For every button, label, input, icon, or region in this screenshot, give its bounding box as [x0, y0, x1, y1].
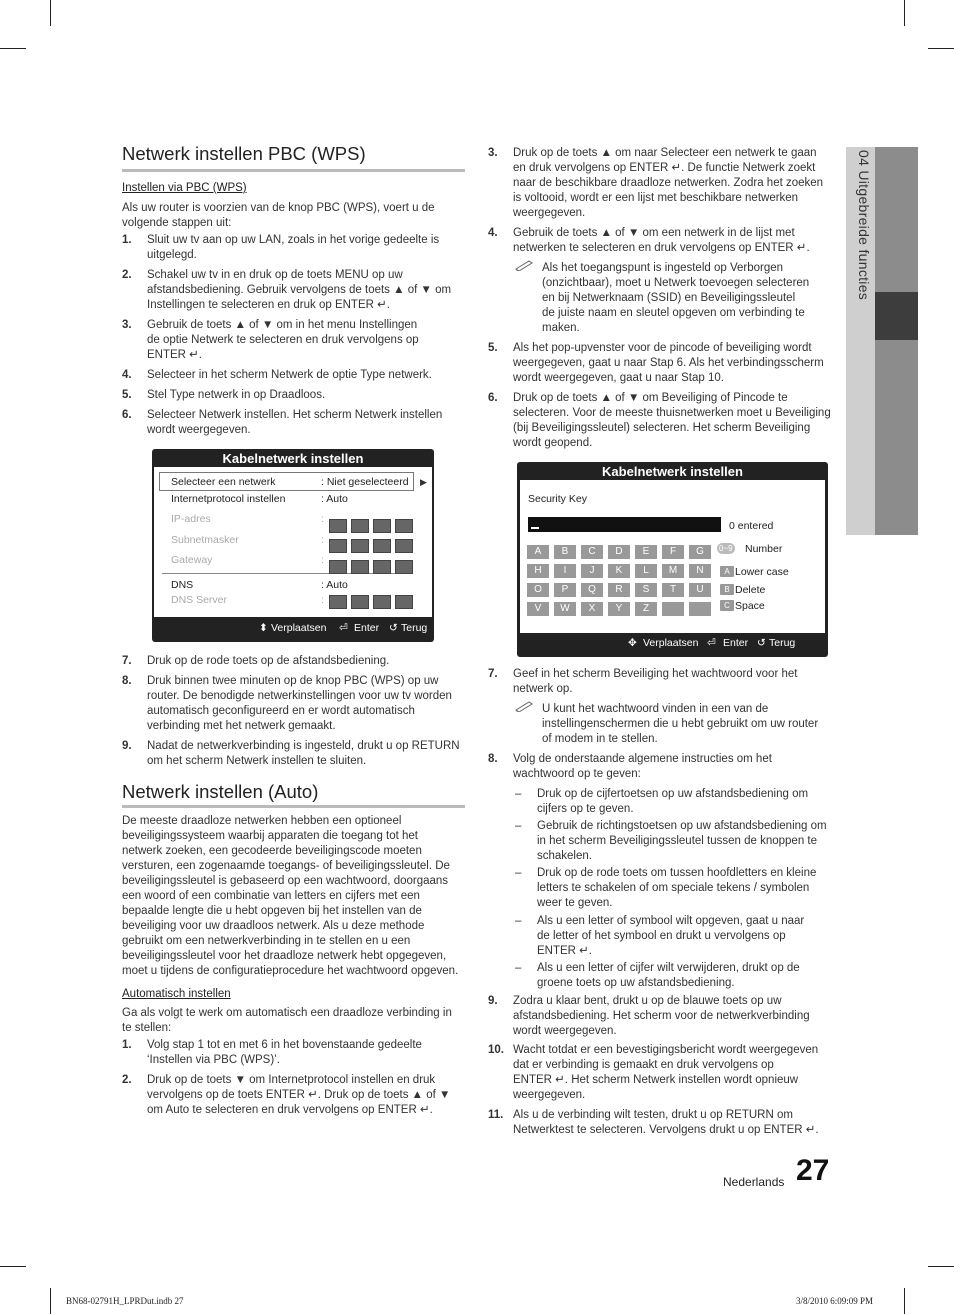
screen-title: Kabelnetwerk instellen — [602, 464, 743, 479]
text-line: ENTER ↵. — [147, 349, 203, 361]
screen-panel — [154, 467, 432, 617]
text-line: Selecteer Netwerk instellen. Het scherm Netwerk instellen — [147, 409, 443, 421]
text-line: netwerken te selecteren en druk vervolgens op ENTER ↵. — [513, 242, 810, 254]
step-text — [147, 368, 432, 383]
key-button[interactable]: P — [554, 583, 576, 597]
address-octet-field[interactable] — [373, 595, 391, 609]
text-line: Volg de onderstaande algemene instructies om het — [513, 753, 772, 765]
step-text — [513, 752, 772, 782]
text-line: Druk op de cijfertoetsen op uw afstandsbediening om — [537, 788, 809, 800]
step-number: 1. — [122, 234, 132, 246]
key-button[interactable]: I — [554, 564, 576, 578]
step-text — [147, 739, 460, 769]
key-button[interactable]: B — [554, 545, 576, 559]
text-line: afstandsbediening. Gebruik vervolgens de toets ▲ of ▼ om — [147, 284, 452, 296]
key-button[interactable]: M — [662, 564, 684, 578]
crop-mark — [928, 1266, 954, 1267]
step-number: 1. — [122, 1039, 132, 1051]
footer-move-label: Verplaatsen — [271, 622, 327, 634]
row-value: : — [321, 554, 324, 566]
security-key-label: Security Key — [528, 493, 587, 505]
language-label: Nederlands — [723, 1175, 785, 1189]
row-value: : Niet geselecteerd — [321, 476, 409, 488]
row-value: : — [321, 594, 324, 606]
text-line: wordt weergegeven. — [147, 424, 251, 436]
row-label: Internetprotocol instellen — [171, 493, 286, 505]
text-line: vervolgens op de toets ENTER ↵. Druk op de toets ▲ of ▼ — [147, 1089, 451, 1101]
key-button[interactable]: Z — [635, 602, 657, 616]
intro-paragraph-auto-2 — [122, 1006, 452, 1036]
step-number: 3. — [122, 319, 132, 331]
key-button[interactable]: X — [581, 602, 603, 616]
footer-back-label: Terug — [769, 637, 796, 649]
key-button[interactable]: V — [527, 602, 549, 616]
text-line: Nadat de netwerkverbinding is ingesteld, drukt u op RETURN — [147, 740, 460, 752]
address-octet-field[interactable] — [351, 560, 369, 574]
key-button[interactable]: H — [527, 564, 549, 578]
text-line: Druk op de rode toets op de afstandsbediening. — [147, 655, 390, 667]
text-line: schakelen. — [537, 850, 592, 862]
step-number: 7. — [122, 655, 132, 667]
text-line: moet u tijdens de configuratieprocedure het wachtwoord opgeven. — [122, 965, 459, 977]
text-line: Sluit uw tv aan op uw LAN, zoals in het vorige gedeelte is — [147, 234, 440, 246]
crop-mark — [904, 1288, 905, 1314]
screen-panel — [520, 480, 825, 633]
enter-icon: ⏎ — [339, 622, 348, 634]
text-line: Instellingen te selecteren en druk op ENTER ↵. — [147, 299, 390, 311]
row-value: : Auto — [321, 493, 348, 505]
print-file-info: BN68-02791H_LPRDut.indb 27 — [66, 1296, 184, 1306]
text-line: De meeste draadloze netwerken hebben een optioneel — [122, 815, 402, 827]
key-button[interactable] — [689, 602, 711, 616]
arrow-right-icon: ▶ — [420, 477, 427, 487]
text-line: de juiste naam en sleutel opgeven om verbinding te — [542, 307, 805, 319]
enter-icon: ⏎ — [707, 637, 716, 649]
text-line: en druk vervolgens op ENTER ↵. De functie Netwerk zoekt — [513, 162, 816, 174]
key-button[interactable]: N — [689, 564, 711, 578]
crop-mark — [50, 0, 51, 26]
text-line: naar de beschikbare draadloze netwerken. Zodra het zoeken — [513, 177, 824, 189]
footer-enter-label: Enter — [354, 622, 380, 634]
row-label: Selecteer een netwerk — [171, 476, 276, 488]
text-line: beveiliging voor uw draadloos netwerk. Als u deze methode — [122, 920, 425, 932]
address-octet-field[interactable] — [351, 539, 369, 553]
text-line: Druk op de rode toets om tussen hoofdletters en kleine — [537, 867, 817, 879]
crop-mark — [0, 1266, 26, 1267]
text-line: netwerk zoeken, een gecodeerde beveiligingscode moeten — [122, 845, 422, 857]
text-line: Schakel uw tv in en druk op de toets MENU op uw — [147, 269, 403, 281]
step-number: 9. — [122, 740, 132, 752]
text-line: afstandsbediening. Het scherm voor de netwerkverbinding — [513, 1010, 810, 1022]
text-line: Druk binnen twee minuten op de knop PBC (WPS) op uw — [147, 675, 439, 687]
page-number: 27 — [796, 1154, 830, 1187]
step-number: 6. — [122, 409, 132, 421]
text-line: verbinding met het netwerk gemaakt. — [147, 720, 336, 732]
row-label: Subnetmasker — [171, 534, 239, 546]
step-text — [513, 1108, 819, 1138]
crop-mark — [0, 48, 26, 49]
text-line: ‘Instellen via PBC (WPS)’. — [147, 1054, 280, 1066]
key-button[interactable]: Q — [581, 583, 603, 597]
intro-paragraph-auto — [122, 814, 458, 979]
option-badge: A — [720, 566, 734, 577]
key-button[interactable]: D — [608, 545, 630, 559]
text-line: Zodra u klaar bent, drukt u op de blauwe toets op uw — [513, 995, 782, 1007]
text-line: de letter of het symbool en drukt u vervolgens op — [537, 930, 786, 942]
note-pencil-icon — [515, 259, 533, 271]
text-line: een woord of een combinatie van letters en cijfers met een — [122, 890, 420, 902]
text-line: router. De benodigde netwerkinstellingen voor uw tv worden — [147, 690, 452, 702]
text-line: ENTER ↵. — [537, 945, 593, 957]
key-button[interactable]: A — [527, 545, 549, 559]
entered-count: 0 entered — [729, 520, 774, 532]
step-text — [513, 391, 831, 451]
option-badge: C — [720, 600, 734, 611]
row-value: : — [321, 513, 324, 525]
section-rule — [122, 169, 465, 172]
text-line: Selecteer in het scherm Netwerk de optie Type netwerk. — [147, 369, 432, 381]
step-text — [147, 408, 442, 438]
step-number: 7. — [488, 668, 498, 680]
address-octet-field[interactable] — [373, 539, 391, 553]
crop-mark — [904, 0, 905, 26]
step-text — [513, 1043, 818, 1103]
step-text — [147, 388, 325, 403]
text-line: automatisch geconfigureerd en er wordt automatisch — [147, 705, 415, 717]
key-button[interactable]: J — [581, 564, 603, 578]
note-hidden-network — [542, 261, 809, 336]
option-label: Number — [745, 543, 783, 555]
step-text — [147, 674, 452, 734]
text-line: netwerk op. — [513, 683, 573, 695]
text-line: weergegeven. — [513, 207, 586, 219]
row-label: DNS — [171, 579, 194, 591]
text-line: Als uw router is voorzien van de knop PBC (WPS), voert u de — [122, 202, 435, 214]
key-button[interactable]: Y — [608, 602, 630, 616]
text-line: bepaalde lengte die u hebt opgeven bij het instellen van de — [122, 905, 422, 917]
text-line: Als u een letter of cijfer wilt verwijderen, drukt op de — [537, 962, 800, 974]
step-number: 5. — [122, 389, 132, 401]
text-line: beveiligingssleutel voor het draadloze netwerk hebt opgegeven, — [122, 950, 447, 962]
cursor — [531, 527, 539, 529]
note-password — [542, 702, 818, 747]
text-line: en bij Netwerknaam (SSID) en Beveiligingssleutel — [542, 292, 796, 304]
intro-paragraph — [122, 201, 435, 231]
step-number: 9. — [488, 995, 498, 1007]
option-badge: 0~9 — [719, 544, 733, 553]
step-number: 8. — [488, 753, 498, 765]
key-button[interactable]: L — [635, 564, 657, 578]
text-line: Volg stap 1 tot en met 6 in het bovenstaande gedeelte — [147, 1039, 422, 1051]
text-line: Geef in het scherm Beveiliging het wachtwoord voor het — [513, 668, 798, 680]
row-value: : Auto — [321, 579, 348, 591]
text-line: (onzichtbaar), moet u Netwerk toevoegen selecteren — [542, 277, 810, 289]
step-number: 2. — [122, 1074, 132, 1086]
address-octet-field[interactable] — [373, 519, 391, 533]
address-octet-field[interactable] — [395, 539, 413, 553]
crop-mark — [50, 1288, 51, 1314]
text-line: maken. — [542, 322, 580, 334]
text-line: om het scherm Netwerk instellen te sluiten. — [147, 755, 367, 767]
footer-enter-label: Enter — [723, 637, 749, 649]
text-line: selecteren. Voor de meeste thuisnetwerken moet u Beveiliging — [513, 407, 831, 419]
step-number: 10. — [488, 1044, 504, 1056]
text-line: te stellen: — [122, 1022, 172, 1034]
step-number: 6. — [488, 392, 498, 404]
step-text — [147, 1038, 422, 1068]
key-button[interactable]: U — [689, 583, 711, 597]
text-line: Netwerktest te selecteren. Vervolgens drukt u op ENTER ↵. — [513, 1124, 819, 1136]
text-line: wordt geopend. — [513, 437, 593, 449]
address-octet-field[interactable] — [351, 595, 369, 609]
key-button[interactable]: E — [635, 545, 657, 559]
print-date: 3/8/2010 6:09:09 PM — [796, 1296, 874, 1306]
step-number: 4. — [122, 369, 132, 381]
key-button[interactable]: K — [608, 564, 630, 578]
address-octet-field[interactable] — [329, 539, 347, 553]
text-line: instellingenschermen die u hebt gebruikt om uw router — [542, 718, 819, 730]
option-label: Lower case — [735, 566, 789, 578]
text-line: dat er verbinding is gemaakt en druk vervolgens op — [513, 1059, 774, 1071]
text-line: wordt weergegeven. — [513, 1025, 617, 1037]
text-line: wordt weergegeven, gaat u naar Stap 10. — [513, 372, 724, 384]
section-rule — [122, 805, 465, 808]
chapter-label: 04 Uitgebreide functies — [856, 150, 872, 301]
text-line: (bij Beveiligingssleutel) selecteren. Het scherm Beveiliging — [513, 422, 811, 434]
section-title-wps: Netwerk instellen PBC (WPS) — [122, 143, 366, 164]
text-line: om Auto te selecteren en druk vervolgens op ENTER ↵. — [147, 1104, 433, 1116]
crop-mark — [928, 48, 954, 49]
tv-security-screen — [517, 462, 828, 657]
text-line: letters te schakelen of om speciale tekens / symbolen — [537, 882, 810, 894]
step-text — [513, 341, 824, 386]
step-text — [147, 233, 439, 263]
subheading-automatic: Automatisch instellen — [122, 988, 231, 1000]
row-label: Gateway — [171, 554, 213, 566]
security-key-input[interactable] — [528, 517, 721, 532]
row-value: : — [321, 534, 324, 546]
text-line: volgende stappen uit: — [122, 217, 232, 229]
subheading-pbc: Instellen via PBC (WPS) — [122, 182, 247, 194]
text-line: de optie Netwerk te selecteren en druk vervolgens op — [147, 334, 419, 346]
address-octet-field[interactable] — [395, 595, 413, 609]
step-number: 3. — [488, 147, 498, 159]
row-label: IP-adres — [171, 513, 211, 525]
step-number: 2. — [122, 269, 132, 281]
step-text — [513, 146, 823, 221]
updown-icon: ⬍ — [259, 622, 268, 634]
row-label: DNS Server — [171, 594, 228, 606]
option-label: Space — [735, 600, 765, 612]
text-line: weergegeven. — [513, 1089, 586, 1101]
return-icon: ↺ — [757, 637, 766, 649]
text-line: versturen, een zogenaamde toegangs- of beveiligingssleutel. De — [122, 860, 450, 872]
key-button[interactable]: T — [662, 583, 684, 597]
text-line: is voltooid, wordt er een lijst met beschikbare netwerken — [513, 192, 799, 204]
text-line: Druk op de toets ▲ om naar Selecteer een netwerk te gaan — [513, 147, 817, 159]
address-octet-field[interactable] — [373, 560, 391, 574]
step-text — [147, 1073, 450, 1118]
text-line: Ga als volgt te werk om automatisch een draadloze verbinding in — [122, 1007, 452, 1019]
text-line: beveiligingssleutel is gebaseerd op een wachtwoord, doorgaans — [122, 875, 449, 887]
screen-title: Kabelnetwerk instellen — [222, 451, 364, 466]
footer-move-label: Verplaatsen — [643, 637, 699, 649]
text-line: in het scherm Beveiligingssleutel tussen de knoppen te — [537, 835, 818, 847]
step-number: 4. — [488, 227, 498, 239]
text-line: cijfers op te geven. — [537, 803, 634, 815]
text-line: gebruikt om een netwerkverbinding in te stellen en u een — [122, 935, 411, 947]
step-number: 5. — [488, 342, 498, 354]
key-button[interactable]: R — [608, 583, 630, 597]
section-title-auto: Netwerk instellen (Auto) — [122, 781, 319, 802]
address-octet-field[interactable] — [329, 519, 347, 533]
key-button[interactable]: C — [581, 545, 603, 559]
text-line: Gebruik de richtingstoetsen op uw afstandsbediening om — [537, 820, 827, 832]
step-number: 8. — [122, 675, 132, 687]
step-text — [513, 226, 810, 256]
address-octet-field[interactable] — [351, 519, 369, 533]
address-octet-field[interactable] — [329, 560, 347, 574]
footer-back-label: Terug — [401, 622, 428, 634]
step-text — [147, 268, 451, 313]
option-label: Delete — [735, 584, 766, 596]
text-line: U kunt het wachtwoord vinden in een van de — [542, 703, 769, 715]
key-button[interactable]: S — [635, 583, 657, 597]
key-button[interactable]: G — [689, 545, 711, 559]
text-line: Als u de verbinding wilt testen, drukt u op RETURN om — [513, 1109, 793, 1121]
text-line: Als u een letter of symbool wilt opgeven, gaat u naar — [537, 915, 805, 927]
move-icon: ✥ — [628, 637, 637, 649]
address-octet-field[interactable] — [395, 519, 413, 533]
text-line: ENTER ↵. Het scherm Netwerk instellen wordt opnieuw — [513, 1074, 799, 1086]
text-line: groene toets op uw afstandsbediening. — [537, 977, 735, 989]
note-pencil-icon — [515, 700, 533, 712]
text-line: beveiligingssysteem waarbij apparaten die toegang tot het — [122, 830, 418, 842]
text-line: Wacht totdat er een bevestigingsbericht wordt weergegeven — [513, 1044, 819, 1056]
step-text — [147, 654, 389, 669]
step-text — [513, 994, 810, 1039]
text-line: Gebruik de toets ▲ of ▼ om in het menu Instellingen — [147, 319, 418, 331]
address-octet-field[interactable] — [329, 595, 347, 609]
address-octet-field[interactable] — [395, 560, 413, 574]
tv-menu-screen — [152, 449, 434, 642]
text-line: Druk op de toets ▲ of ▼ om Beveiliging of Pincode te — [513, 392, 788, 404]
text-line: of modem in te stellen. — [542, 733, 658, 745]
text-line: weer te geven. — [537, 897, 613, 909]
key-button[interactable] — [662, 602, 684, 616]
key-button[interactable]: F — [662, 545, 684, 559]
text-line: wachtwoord op te geven: — [513, 768, 641, 780]
text-line: Als het pop-upvenster voor de pincode of beveiliging wordt — [513, 342, 812, 354]
return-icon: ↺ — [389, 622, 398, 634]
text-line: Als het toegangspunt is ingesteld op Verborgen — [542, 262, 784, 274]
key-button[interactable]: W — [554, 602, 576, 616]
step-text — [513, 667, 797, 697]
key-button[interactable]: O — [527, 583, 549, 597]
text-line: Druk op de toets ▼ om Internetprotocol instellen en druk — [147, 1074, 436, 1086]
text-line: Gebruik de toets ▲ of ▼ om een netwerk in de lijst met — [513, 227, 795, 239]
text-line: Stel Type netwerk in op Draadloos. — [147, 389, 326, 401]
option-badge: B — [720, 584, 734, 595]
step-text — [147, 318, 419, 363]
step-number: 11. — [488, 1109, 504, 1121]
text-line: weergegeven, gaat u naar Stap 6. Als het verbindingsscherm — [513, 357, 824, 369]
text-line: uitgelegd. — [147, 249, 197, 261]
